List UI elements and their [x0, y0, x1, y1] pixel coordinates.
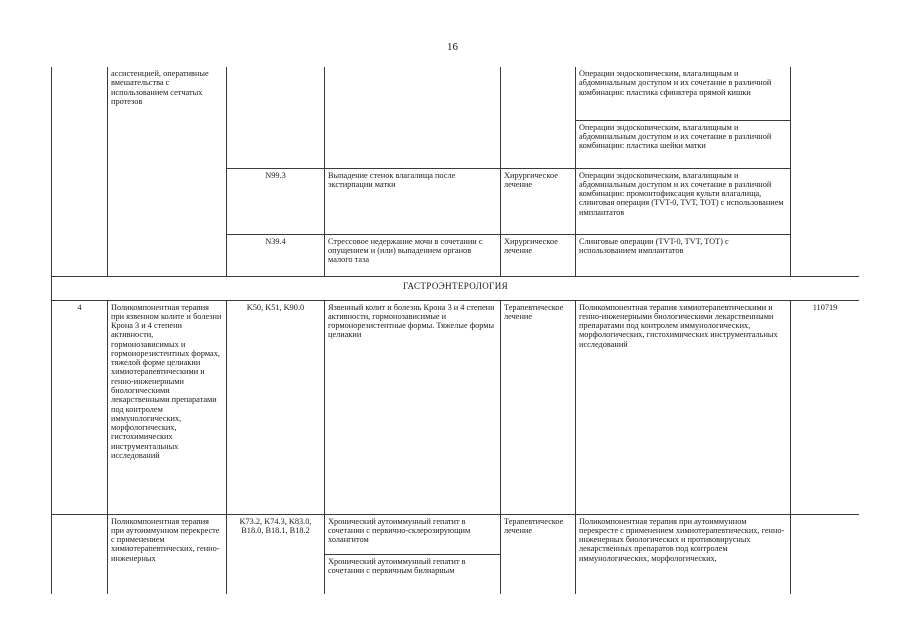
vmp-code-cell: [791, 514, 860, 594]
vmp-code-cell-continued: [791, 67, 860, 276]
treatment-type-cell: Хирургическое лечение: [501, 168, 576, 234]
page-number: 16: [447, 41, 458, 53]
diagnosis-code-cell: N39.4: [227, 234, 325, 276]
method-cell: Поликомпонентная терапия при аутоиммунном перекресте с применением химиотерапевтических, генно-инженерных биологических и противовирусных лекарственных препаратов под контролем иммунологических, морфологических,: [576, 514, 791, 594]
vmp-name-cell: Поликомпонентная терапия при язвенном колите и болезни Крона 3 и 4 степени активности, гормонозависимых и гормонорезистентных формах, тяжелой форме целиакии химиотерапевтическими и генно-инженерными биологическими лекарственными препаратами под контролем иммунологических, морфологических, гистохимических инструментальных исследований: [108, 300, 227, 514]
method-cell: Операции эндоскопическим, влагалищным и абдоминальным доступом и их сочетание в различной комбинации: пластика сфинктера прямой кишки: [576, 67, 791, 120]
table-row: [52, 300, 860, 514]
patient-model-cell: Хронический аутоиммунный гепатит в сочетании с первично-склерозирующим холангитом: [325, 514, 501, 554]
vmp-code-cell: 110719: [791, 300, 860, 514]
method-cell: Операции эндоскопическим, влагалищным и абдоминальным доступом и их сочетание в различной комбинации: промонтофиксация культи влагалища, слинговая операция (TVT-0, TVT, TOT) с использованием имплантатов: [576, 168, 791, 234]
model-cell-continued: [325, 67, 501, 168]
treatment-cell-continued: [501, 67, 576, 168]
vmp-name-tail: ассистенцией, оперативные вмешательства с использованием сетчатых протезов: [111, 69, 209, 106]
table-row: [52, 67, 860, 120]
vmp-name-cell: Поликомпонентная терапия при аутоиммунном перекресте с применением химиотерапевтических, генно-инженерных: [108, 514, 227, 594]
num-cell: [52, 514, 108, 594]
treatment-type-cell: Терапевтическое лечение: [501, 514, 576, 594]
item-number: 4: [52, 300, 108, 514]
patient-model-cell: Выпадение стенок влагалища после экстирпации матки: [325, 168, 501, 234]
section-title: ГАСТРОЭНТЕРОЛОГИЯ: [52, 276, 860, 300]
vmp-table: [51, 67, 859, 594]
codes-cell-continued: [227, 67, 325, 168]
name-cell-continued: [108, 67, 227, 276]
treatment-type-cell: Хирургическое лечение: [501, 234, 576, 276]
section-header-row: [52, 276, 860, 300]
treatment-type-cell: Терапевтическое лечение: [501, 300, 576, 514]
method-cell: Поликомпонентная терапия химиотерапевтическими и генно-инженерными биологическими лекарственными препаратами под контролем иммунологических, морфологических, гистохимических инструментальных исследований: [576, 300, 791, 514]
patient-model-cell: Стрессовое недержание мочи в сочетании с опущением и (или) выпадением органов малого таза: [325, 234, 501, 276]
method-cell: Операции эндоскопическим, влагалищным и абдоминальным доступом и их сочетание в различной комбинации: пластика шейки матки: [576, 120, 791, 168]
diagnosis-code-cell: K50, K51, K90.0: [227, 300, 325, 514]
patient-model-cell: Хронический аутоиммунный гепатит в сочетании с первичным билиарным: [325, 554, 501, 594]
table-row: [52, 514, 860, 554]
diagnosis-code-cell: N99.3: [227, 168, 325, 234]
patient-model-cell: Язвенный колит и болезнь Крона 3 и 4 степени активности, гормонозависимые и гормонорезистентные формы. Тяжелые формы целиакии: [325, 300, 501, 514]
document-sheet: [51, 67, 859, 597]
diagnosis-code-cell: K73.2, K74.3, K83.0, B18.0, B18.1, B18.2: [227, 514, 325, 594]
num-cell-continued: [52, 67, 108, 276]
method-cell: Слинговые операции (TVT-0, TVT, TOT) с использованием имплантатов: [576, 234, 791, 276]
